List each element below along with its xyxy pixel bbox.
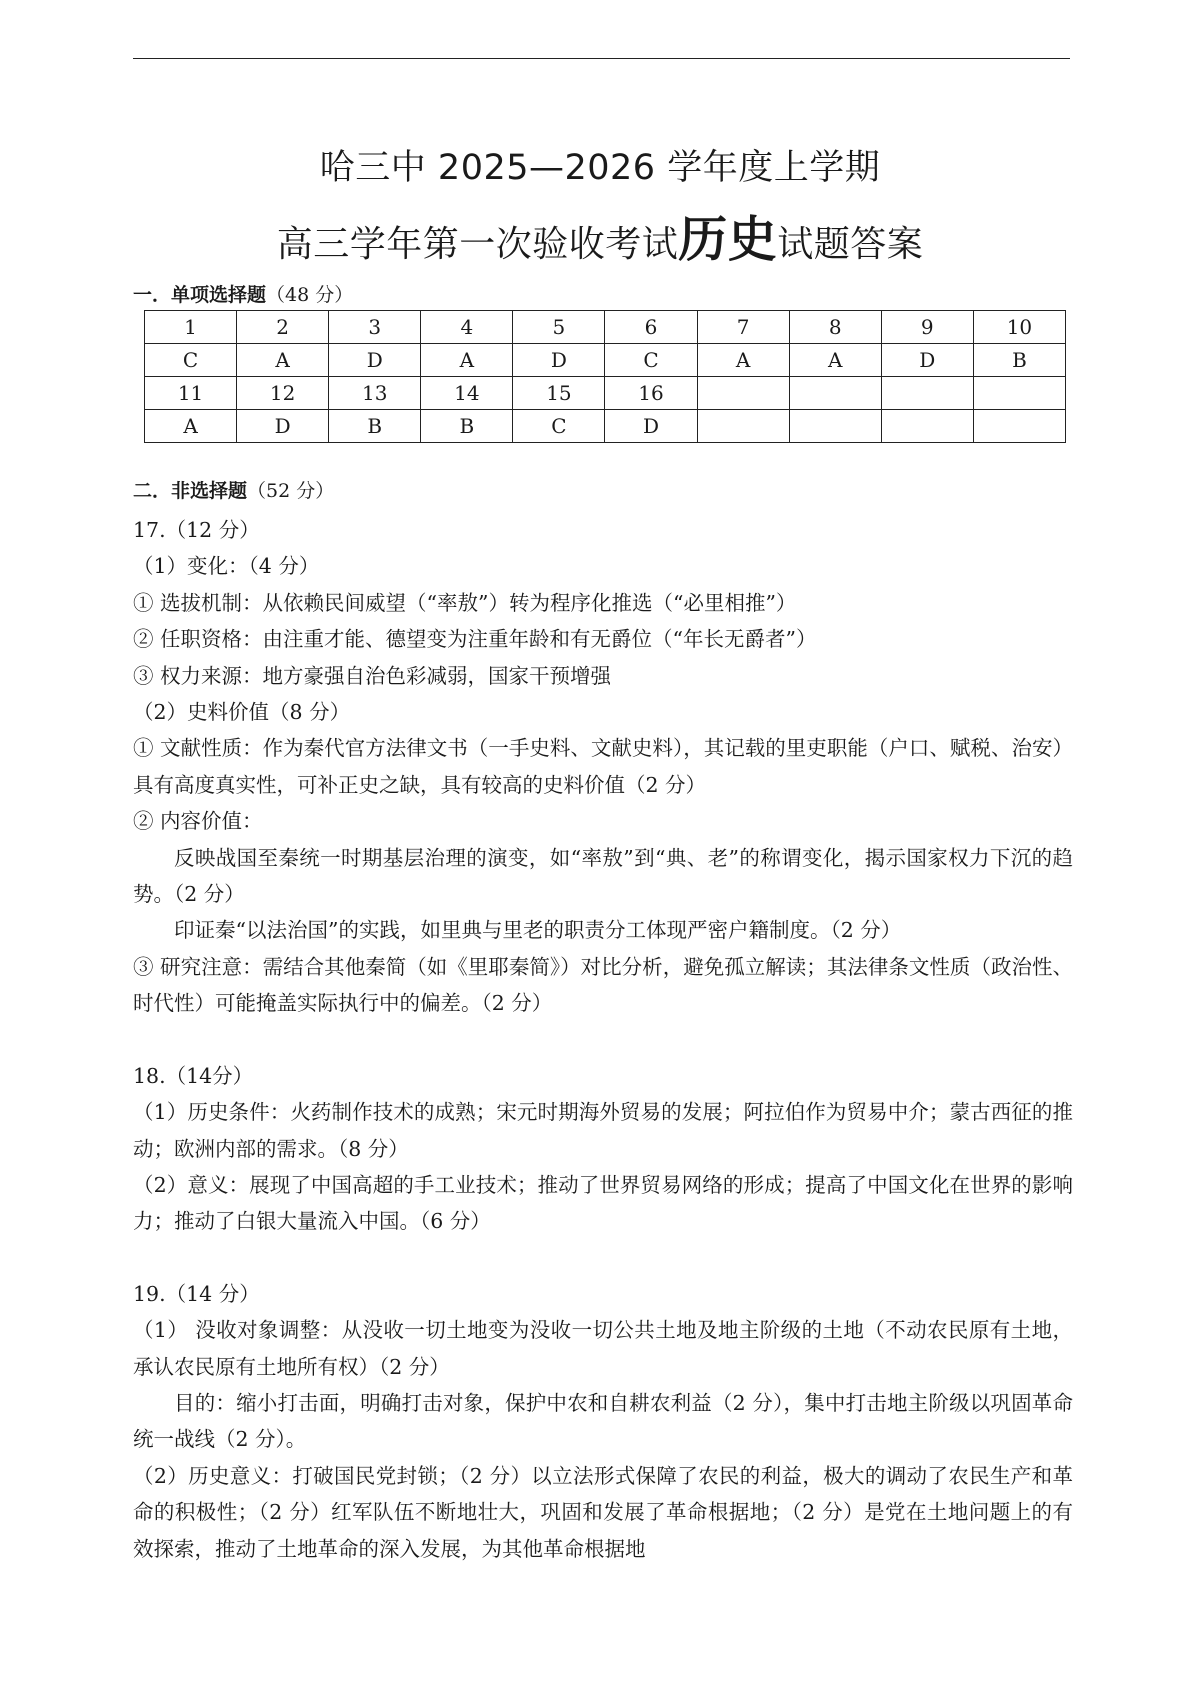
question-number-cell: 1	[145, 311, 237, 344]
question-number-cell: 2	[237, 311, 329, 344]
question-number-cell: 14	[421, 377, 513, 410]
answer-line: 19.（14 分）	[133, 1281, 260, 1306]
document-title: 哈三中 2025—2026 学年度上学期	[319, 148, 881, 188]
question-number-cell	[789, 377, 881, 410]
question-number-cell: 16	[605, 377, 697, 410]
answer-line: （1）历史条件：火药制作技术的成熟；宋元时期海外贸易的发展；阿拉伯作为贸易中介；蒙古西征的推动；欧洲内部的需求。（8 分）	[133, 1100, 1073, 1161]
question-number-cell: 3	[329, 311, 421, 344]
answer-cell: A	[789, 344, 881, 377]
answer-line: ② 任职资格：由注重才能、德望变为注重年龄和有无爵位（“年长无爵者”）	[133, 627, 817, 652]
question-number-cell: 13	[329, 377, 421, 410]
question-number-cell	[973, 377, 1065, 410]
answer-cell: B	[329, 410, 421, 443]
answer-cell	[881, 410, 973, 443]
answer-cell	[973, 410, 1065, 443]
answer-line: （1） 没收对象调整：从没收一切土地变为没收一切公共土地及地主阶级的土地（不动农民原有土地，承认农民原有土地所有权）（2 分）	[133, 1318, 1073, 1379]
answer-cell: C	[513, 410, 605, 443]
answer-cell: A	[697, 344, 789, 377]
question-number-cell	[697, 377, 789, 410]
question-number-cell: 12	[237, 377, 329, 410]
answer-line: ① 文献性质：作为秦代官方法律文书（一手史料、文献史料），其记载的里吏职能（户口、赋税、治安）具有高度真实性，可补正史之缺，具有较高的史料价值（2 分）	[133, 736, 1073, 797]
answer-cell: D	[605, 410, 697, 443]
question-number-row	[145, 311, 1066, 344]
answer-cell: C	[605, 344, 697, 377]
answer-line: ② 内容价值：	[133, 809, 263, 834]
answer-cell: A	[237, 344, 329, 377]
question-number-cell: 6	[605, 311, 697, 344]
question-number-cell: 4	[421, 311, 513, 344]
question-number-row	[145, 377, 1066, 410]
answer-line: ① 选拔机制：从依赖民间威望（“率敖”）转为程序化推选（“必里相推”）	[133, 590, 797, 615]
answer-line: ③ 权力来源：地方豪强自治色彩减弱，国家干预增强	[133, 663, 612, 688]
subtitle-prefix: 高三学年第一次验收考试	[276, 224, 679, 265]
answer-line: 反映战国至秦统一时期基层治理的演变，如“率敖”到“典、老”的称谓变化，揭示国家权力下沉的趋势。（2 分）	[133, 845, 1073, 907]
answer-cell	[789, 410, 881, 443]
section1-points: （48 分）	[266, 284, 354, 306]
answer-cell: D	[513, 344, 605, 377]
answer-cell: C	[145, 344, 237, 377]
section2-heading	[133, 477, 334, 505]
answer-cell	[697, 410, 789, 443]
question-number-cell: 7	[697, 311, 789, 344]
answer-cell: B	[421, 410, 513, 443]
question-number-cell: 5	[513, 311, 605, 344]
header-rule	[133, 58, 1070, 59]
answer-line: 目的：缩小打击面，明确打击对象，保护中农和自耕农利益（2 分），集中打击地主阶级以巩固革命统一战线（2 分）。	[133, 1390, 1073, 1452]
answer-line: 17.（12 分）	[133, 518, 260, 542]
answer-key-row	[145, 410, 1066, 443]
answer-cell: D	[881, 344, 973, 377]
answer-cell: D	[237, 410, 329, 443]
section1-label: 一．单项选择题	[133, 284, 267, 306]
question-number-cell	[881, 377, 973, 410]
subject-name: 历史	[678, 211, 778, 268]
answer-cell: A	[145, 410, 237, 443]
answer-line: （2）历史意义：打破国民党封锁；（2 分）以立法形式保障了农民的利益，极大的调动了农民生产和革命的积极性；（2 分）红军队伍不断地壮大，巩固和发展了革命根据地；（2 分）是党在土地问题上的有效探索，推动了土地革命的深入发展，为其他革命根据地	[133, 1463, 1073, 1561]
question-number-cell: 11	[145, 377, 237, 410]
answer-line: ③ 研究注意：需结合其他秦简（如《里耶秦简》）对比分析，避免孤立解读；其法律条文性质（政治性、时代性）可能掩盖实际执行中的偏差。（2 分）	[133, 954, 1073, 1016]
question-number-cell: 9	[881, 311, 973, 344]
answer-line: （2）意义：展现了中国高超的手工业技术；推动了世界贸易网络的形成；提高了中国文化在世界的影响力；推动了白银大量流入中国。（6 分）	[133, 1172, 1073, 1234]
question-number-cell: 8	[789, 311, 881, 344]
question-number-cell: 10	[973, 311, 1065, 344]
subtitle-suffix: 试题答案	[777, 224, 924, 265]
answer-cell: D	[329, 344, 421, 377]
section2-points: （52 分）	[247, 480, 335, 502]
answer-cell: A	[421, 344, 513, 377]
section2-label: 二．非选择题	[133, 480, 248, 502]
question-number-cell: 15	[513, 377, 605, 410]
answer-line: （1）变化：（4 分）	[133, 554, 320, 579]
answer-body	[133, 512, 1073, 1567]
answer-table	[144, 310, 1066, 443]
answer-line: 18.（14分）	[133, 1063, 254, 1088]
answer-cell: B	[973, 344, 1065, 377]
answer-line: 印证秦“以法治国”的实践，如里典与里老的职责分工体现严密户籍制度。（2 分）	[174, 918, 902, 943]
answer-line: （2）史料价值（8 分）	[133, 700, 351, 725]
section1-heading	[133, 281, 353, 309]
answer-key-row	[145, 344, 1066, 377]
document-subtitle	[0, 212, 1200, 273]
